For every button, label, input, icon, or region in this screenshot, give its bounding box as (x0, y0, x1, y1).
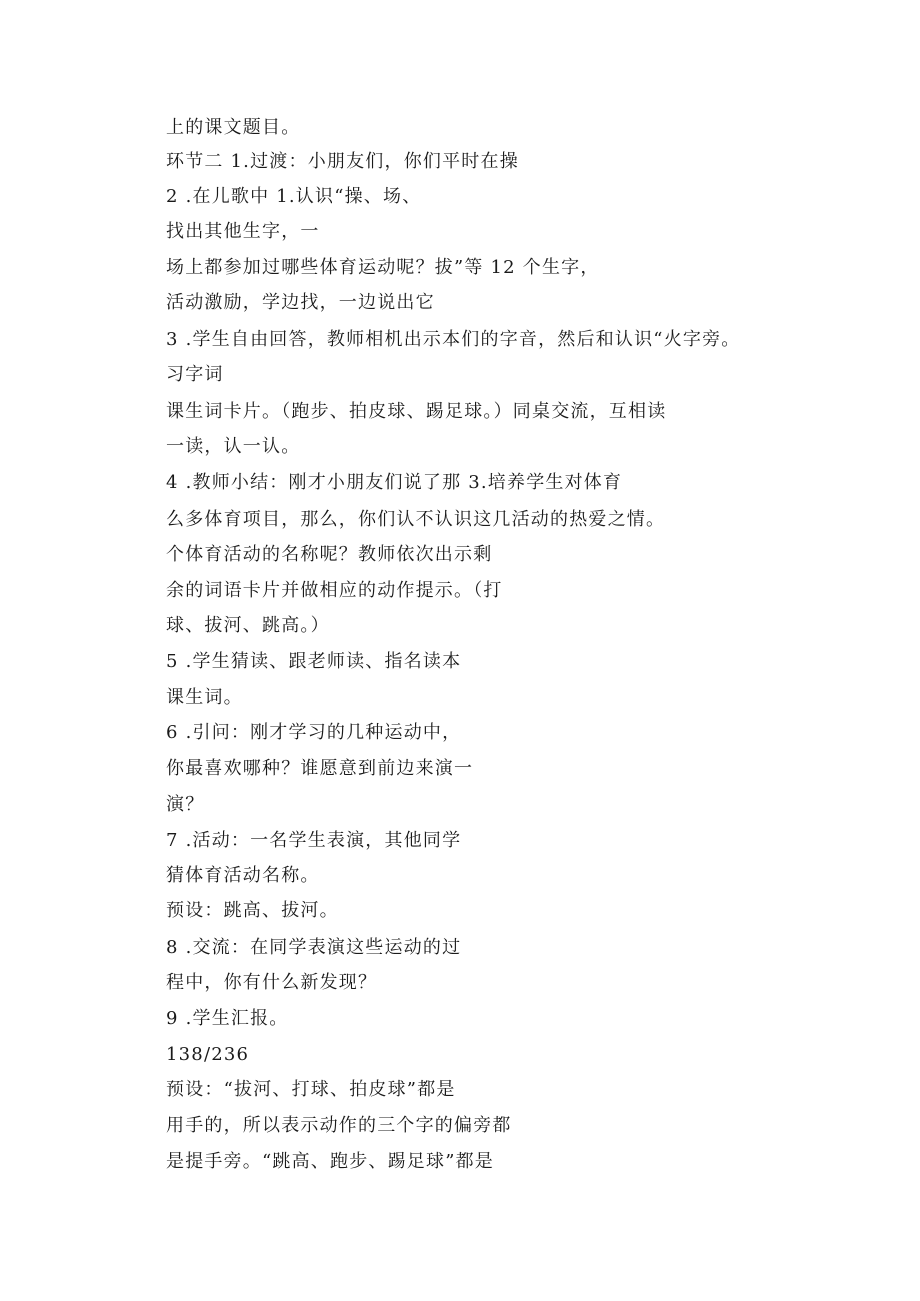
page-number: 138/236 (166, 1044, 250, 1065)
text-line: 程中，你有什么新发现？ (166, 972, 378, 993)
text-line: 猜体育活动名称。 (166, 865, 320, 886)
text-line: 么多体育项目，那么，你们认不认识这几活动的热爱之情。 (166, 509, 666, 530)
text-line: 球、拔河、跳高。） (166, 615, 330, 636)
text-line: 3 .学生自由回答，教师相机出示本们的字音，然后和认识“火字旁。 (166, 329, 741, 350)
text-line: 用手的，所以表示动作的三个字的偏旁都 (166, 1115, 512, 1136)
text-line: 余的词语卡片并做相应的动作提示。（打 (166, 580, 503, 601)
text-line: 演？ (166, 794, 205, 815)
text-line: 活动激励，学边找，一边说出它 (166, 292, 435, 313)
text-line: 7 .活动：一名学生表演，其他同学 (166, 830, 462, 851)
text-line: 5 .学生猜读、跟老师读、指名读本 (166, 651, 462, 672)
text-line: 2 .在儿歌中 1.认识“操、场、 (166, 186, 422, 207)
text-line: 习字词 (166, 364, 224, 385)
text-line: 预设：跳高、拔河。 (166, 900, 339, 921)
text-line: 找出其他生字，一 (166, 221, 320, 242)
text-line: 课生词卡片。（跑步、拍皮球、踢足球。）同桌交流，互相读 (166, 401, 667, 422)
text-line: 是提手旁。“跳高、跑步、踢足球”都是 (166, 1151, 495, 1172)
text-line: 8 .交流：在同学表演这些运动的过 (166, 937, 462, 958)
text-line: 6 .引问：刚才学习的几种运动中， (166, 722, 462, 743)
text-line: 4 .教师小结：刚才小朋友们说了那 3.培养学生对体育 (166, 472, 623, 493)
text-line: 环节二 1.过渡：小朋友们，你们平时在操 (166, 151, 519, 172)
text-line: 一读，认一认。 (166, 436, 301, 457)
text-line: 预设：“拔河、打球、拍皮球”都是 (166, 1079, 456, 1100)
text-line: 上的课文题目。 (166, 117, 301, 138)
text-line: 个体育活动的名称呢？教师依次出示剩 (166, 544, 493, 565)
text-line: 你最喜欢哪种？谁愿意到前边来演一 (166, 758, 474, 779)
text-line: 场上都参加过哪些体育运动呢？拔”等 12 个生字， (166, 257, 600, 278)
text-line: 9 .学生汇报。 (166, 1008, 289, 1029)
text-line: 课生词。 (166, 687, 243, 708)
